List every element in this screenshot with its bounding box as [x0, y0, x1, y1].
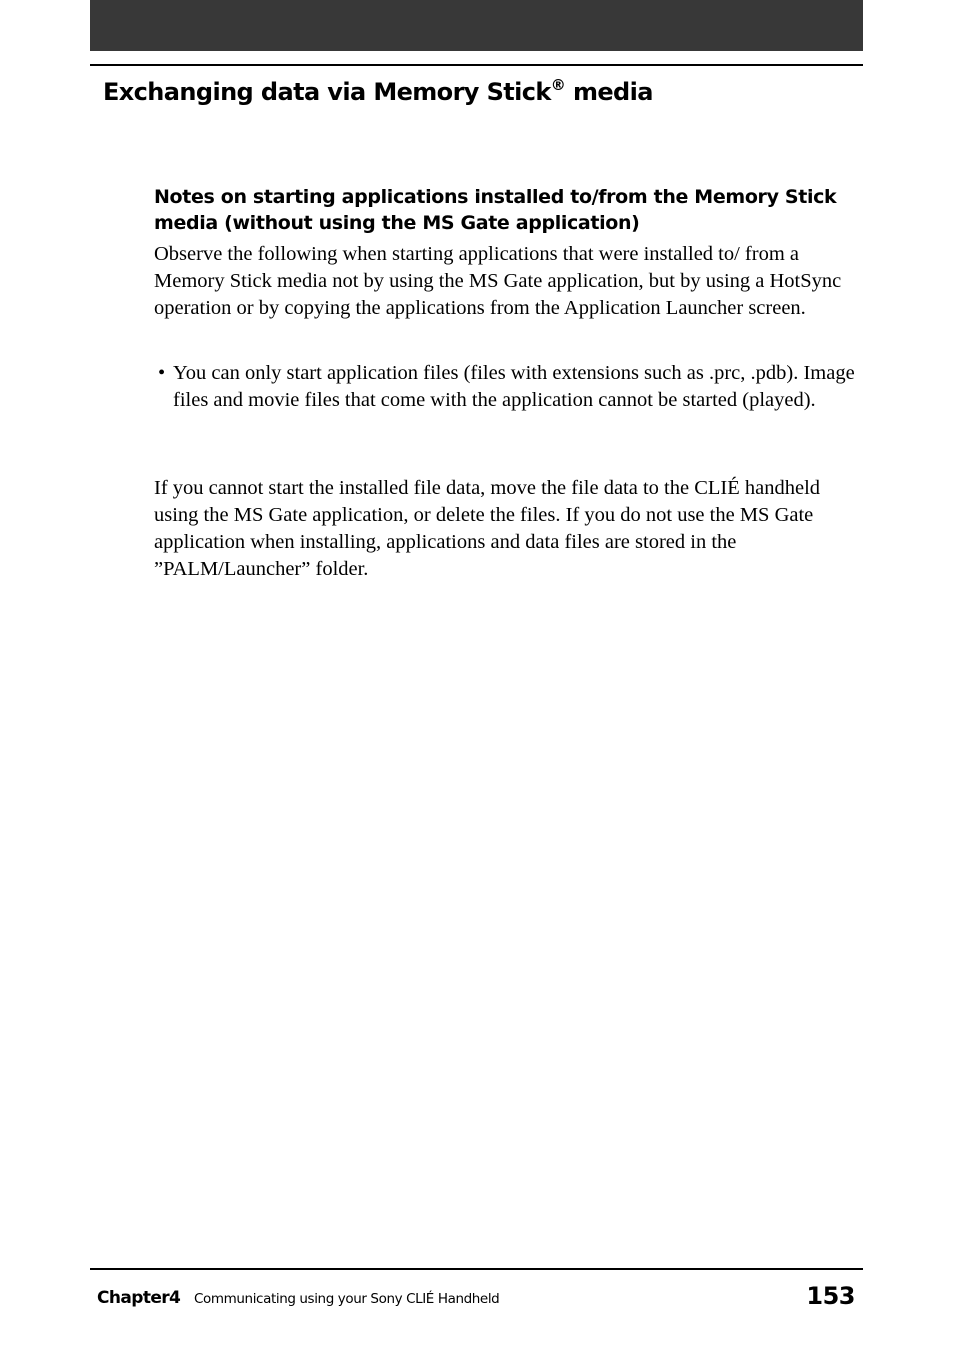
section-title — [103, 74, 653, 110]
footer-rule — [90, 1268, 863, 1270]
footer-chapter: Chapter4 — [97, 1288, 181, 1308]
section-title-tail: media — [565, 78, 653, 106]
section-title-text: Exchanging data via Memory Stick — [103, 78, 551, 106]
sub-heading: Notes on starting applications installed to/from the Memory Stick media (without using the MS Gate application) — [154, 186, 837, 234]
page-number: 153 — [806, 1282, 855, 1310]
bullet-list — [158, 360, 858, 414]
header-bar — [90, 0, 863, 51]
header-rule — [90, 64, 863, 66]
page-footer — [97, 1282, 857, 1314]
intro-paragraph: Observe the following when starting applications that were installed to/ from a Memory Stick media not by using the MS Gate application, but by using a HotSync operation or by copying the applications from the Application Launcher screen. — [154, 243, 842, 319]
bullet-icon: • — [158, 362, 166, 384]
footer-chapter-title: Communicating using your Sony CLIÉ Handheld — [194, 1291, 500, 1307]
conclusion-paragraph: If you cannot start the installed file data, move the file data to the CLIÉ handheld using the MS Gate application, or delete the files. If you do not use the MS Gate application when installing, applications and data files are stored in the ”PALM/Launcher” folder. — [154, 477, 821, 580]
list-item — [158, 360, 858, 414]
registered-mark: ® — [550, 76, 566, 94]
bullet-text: You can only start application files (files with extensions such as .prc, .pdb). Image files and movie files that come with the application cannot be started (played). — [173, 362, 855, 411]
